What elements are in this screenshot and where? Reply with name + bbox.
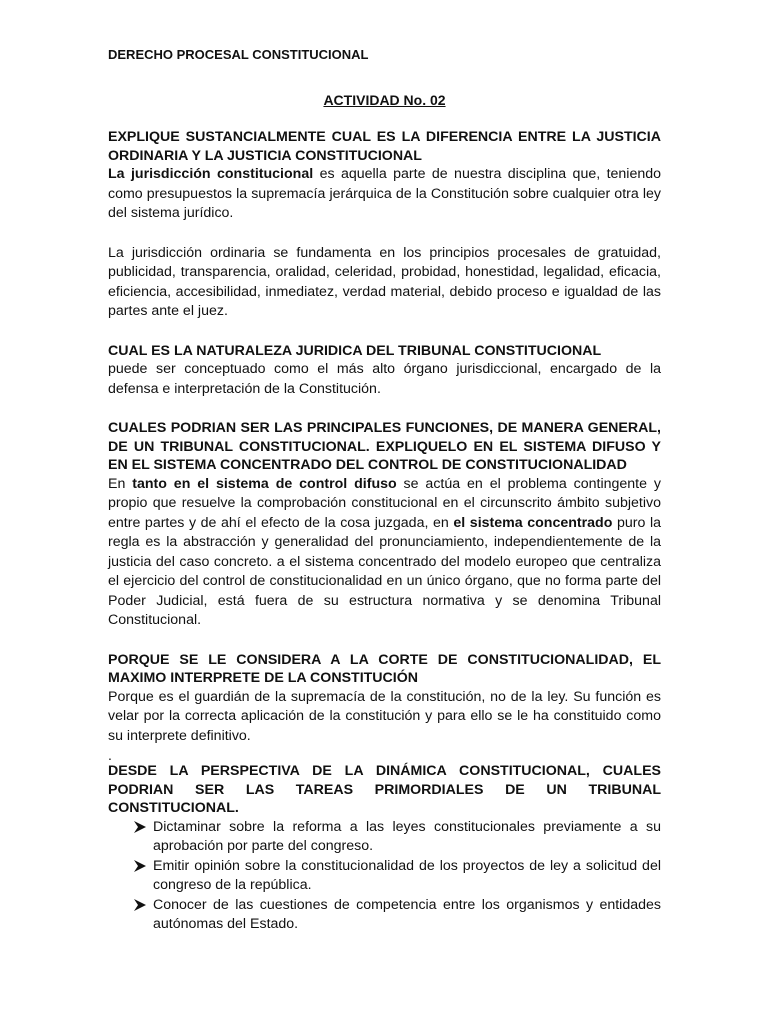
- answer-text: En: [108, 475, 133, 492]
- answer-1-paragraph-1: [108, 165, 661, 224]
- stray-period: .: [108, 747, 112, 763]
- answer-4-paragraph: Porque es el guardián de la supremacía de la constitución, no de la ley. Su función es velar por la correcta aplicación de la constitución y para ello se le ha constituido como su interprete definitivo.: [108, 688, 661, 744]
- answer-text: se actúa en el problema contingente y propio que resuelve la comprobación constitucional en el circunscrito ámbito subjetivo entre partes y de ahí el efecto de la cosa juzgada, en: [108, 475, 661, 531]
- document-header: DERECHO PROCESAL CONSTITUCIONAL: [108, 47, 369, 62]
- list-item: [108, 818, 661, 857]
- question-4: PORQUE SE LE CONSIDERA A LA CORTE DE CONSTITUCIONALIDAD, EL MAXIMO INTERPRETE DE LA CONSTITUCIÓN: [108, 651, 661, 686]
- answer-2-paragraph: puede ser conceptuado como el más alto órgano jurisdiccional, encargado de la defensa e interpretación de la Constitución.: [108, 361, 661, 397]
- document-title: ACTIVIDAD No. 02: [323, 92, 446, 108]
- answer-text: es aquella parte de nuestra disciplina que, teniendo como presupuestos la supremacía jerárquica de la Constitución sobre cualquier otra ley del sistema jurídico.: [108, 166, 662, 221]
- question-1: EXPLIQUE SUSTANCIALMENTE CUAL ES LA DIFERENCIA ENTRE LA JUSTICIA ORDINARIA Y LA JUSTICIA CONSTITUCIONAL: [108, 129, 661, 164]
- bold-term: La jurisdicción constitucional: [108, 166, 314, 182]
- list-item-text: Emitir opinión sobre la constitucionalidad de los proyectos de ley a solicitud del congreso de la república.: [153, 857, 661, 893]
- question-3: CUALES PODRIAN SER LAS PRINCIPALES FUNCIONES, DE MANERA GENERAL, DE UN TRIBUNAL CONSTITUCIONAL. EXPLIQUELO EN EL SISTEMA DIFUSO Y EN EL SISTEMA CONCENTRADO DEL CONTROL DE CONSTITUCIONALIDAD: [108, 420, 661, 473]
- answer-3-paragraph: [108, 475, 661, 631]
- answer-text: puro la regla es la abstracción y generalidad del pronunciamiento, independientemente de la justicia del caso concreto. a el sistema concentrado del modelo europeo que centraliza el ejercicio del control de constitucionalidad en un único órgano, que no forma parte del Poder Judicial, está fuera de su estructura normativa y se denomina Tribunal Constitucional.: [108, 514, 661, 628]
- list-item-text: Dictaminar sobre la reforma a las leyes constitucionales previamente a su aprobación por parte del congreso.: [153, 818, 661, 854]
- tasks-list: [108, 818, 661, 935]
- list-item: [108, 857, 661, 896]
- question-5: DESDE LA PERSPECTIVA DE LA DINÁMICA CONSTITUCIONAL, CUALES PODRIAN SER LAS TAREAS PRIMORDIALES DE UN TRIBUNAL CONSTITUCIONAL.: [108, 763, 661, 816]
- bold-term: el sistema concentrado: [453, 514, 613, 531]
- list-item: [108, 896, 661, 935]
- arrowhead-bullet-icon: [133, 820, 147, 834]
- bold-term: tanto en el sistema de control difuso: [132, 475, 397, 492]
- arrowhead-bullet-icon: [133, 898, 147, 912]
- list-item-text: Conocer de las cuestiones de competencia entre los organismos y entidades autónomas del Estado.: [153, 896, 661, 932]
- answer-1-paragraph-2: La jurisdicción ordinaria se fundamenta en los principios procesales de gratuidad, publicidad, transparencia, oralidad, celeridad, probidad, honestidad, legalidad, eficacia, eficiencia, accesibilidad, inmediatez, verdad material, debido proceso e igualdad de las partes ante el juez.: [108, 244, 661, 319]
- question-2: CUAL ES LA NATURALEZA JURIDICA DEL TRIBUNAL CONSTITUCIONAL: [108, 342, 602, 359]
- arrowhead-bullet-icon: [133, 859, 147, 873]
- document-page: [108, 44, 661, 935]
